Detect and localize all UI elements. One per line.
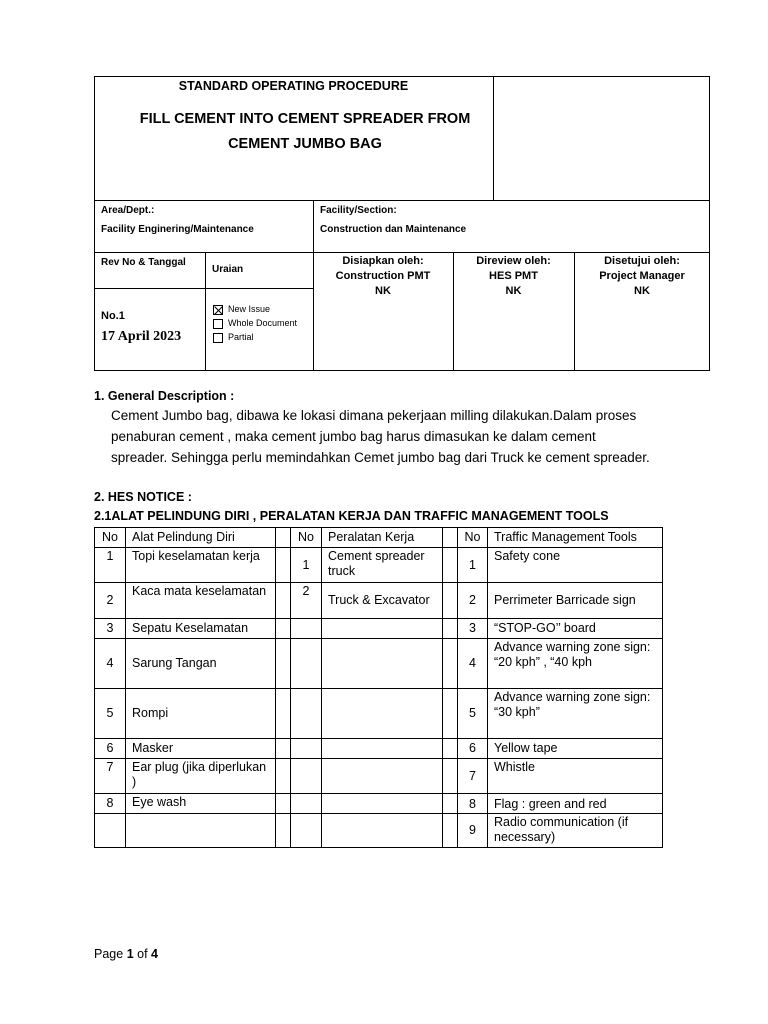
peralatan-item bbox=[322, 639, 443, 689]
prepared-block bbox=[313, 254, 453, 299]
spacer-cell bbox=[276, 619, 291, 639]
apd-item: Rompi bbox=[126, 689, 276, 739]
spacer-cell bbox=[443, 548, 458, 583]
row-number: 1 bbox=[291, 548, 322, 583]
spacer-cell bbox=[443, 739, 458, 759]
rev-number: No.1 bbox=[101, 310, 125, 322]
traffic-item: Advance warning zone sign: “30 kph” bbox=[488, 689, 663, 739]
row-number: 7 bbox=[95, 759, 126, 794]
checkbox-icon bbox=[213, 319, 223, 329]
checked-box-icon bbox=[213, 305, 223, 315]
facility-value: Construction dan Maintenance bbox=[320, 224, 467, 235]
traffic-item: Advance warning zone sign: “20 kph” , “40 kph bbox=[488, 639, 663, 689]
prepared-label: Disiapkan oleh: bbox=[342, 255, 424, 267]
check-whole-document[interactable] bbox=[213, 316, 297, 330]
row-number: 7 bbox=[458, 759, 488, 794]
peralatan-item: Truck & Excavator bbox=[322, 583, 443, 619]
row-number: 4 bbox=[95, 639, 126, 689]
row-number bbox=[291, 619, 322, 639]
spacer-cell bbox=[443, 794, 458, 814]
approved-initials: NK bbox=[634, 285, 650, 297]
check-label: Partial bbox=[228, 332, 254, 342]
row-number bbox=[291, 759, 322, 794]
traffic-item: Flag : green and red bbox=[488, 794, 663, 814]
page-total: 4 bbox=[151, 947, 158, 961]
area-label: Area/Dept.: bbox=[101, 205, 155, 216]
page-current: 1 bbox=[126, 947, 134, 961]
reviewed-initials: NK bbox=[505, 285, 522, 297]
col-header-no: No bbox=[458, 528, 488, 548]
row-number bbox=[95, 814, 126, 848]
rev-date: 17 April 2023 bbox=[101, 329, 182, 344]
hes-notice-heading: 2. HES NOTICE : bbox=[94, 490, 192, 504]
row-number: 5 bbox=[458, 689, 488, 739]
general-description-heading: 1. General Description : bbox=[94, 389, 235, 403]
apd-item: Topi keselamatan kerja bbox=[126, 548, 276, 583]
description-line: penaburan cement , maka cement jumbo bag harus dimasukan ke dalam cement bbox=[111, 429, 596, 444]
spacer-cell bbox=[276, 739, 291, 759]
page-word: Page bbox=[94, 947, 124, 961]
spacer-cell bbox=[443, 639, 458, 689]
document-title-line2: CEMENT JUMBO BAG bbox=[228, 136, 382, 152]
row-number bbox=[291, 794, 322, 814]
traffic-item: Safety cone bbox=[488, 548, 663, 583]
traffic-item: Perrimeter Barricade sign bbox=[488, 583, 663, 619]
apd-item bbox=[126, 814, 276, 848]
peralatan-item bbox=[322, 814, 443, 848]
table-row bbox=[95, 739, 663, 759]
row-number: 6 bbox=[95, 739, 126, 759]
row-number: 3 bbox=[95, 619, 126, 639]
apd-item: Kaca mata keselamatan bbox=[126, 583, 276, 619]
reviewed-label: Direview oleh: bbox=[476, 255, 551, 267]
table-row bbox=[95, 689, 663, 739]
of-word: of bbox=[137, 947, 148, 961]
spacer-cell bbox=[276, 548, 291, 583]
row-number: 8 bbox=[95, 794, 126, 814]
general-description-text bbox=[111, 405, 674, 468]
spacer-cell bbox=[276, 583, 291, 619]
peralatan-item bbox=[322, 619, 443, 639]
peralatan-item bbox=[322, 689, 443, 739]
col-header-apd: Alat Pelindung Diri bbox=[126, 528, 276, 548]
prepared-by: Construction PMT bbox=[335, 270, 431, 282]
spacer-cell bbox=[443, 689, 458, 739]
table-row bbox=[95, 759, 663, 794]
spacer-cell bbox=[276, 794, 291, 814]
row-number: 3 bbox=[458, 619, 488, 639]
checkbox-icon bbox=[213, 333, 223, 343]
spacer-cell bbox=[443, 759, 458, 794]
spacer-cell bbox=[276, 639, 291, 689]
spacer-cell bbox=[443, 814, 458, 848]
spacer-cell bbox=[276, 814, 291, 848]
spacer-cell bbox=[276, 689, 291, 739]
traffic-item: Whistle bbox=[488, 759, 663, 794]
peralatan-item bbox=[322, 794, 443, 814]
row-number: 2 bbox=[458, 583, 488, 619]
peralatan-item: Cement spreader truck bbox=[322, 548, 443, 583]
check-partial[interactable] bbox=[213, 330, 297, 344]
page-footer bbox=[94, 947, 158, 961]
hes-equipment-table bbox=[94, 527, 663, 848]
reviewed-by: HES PMT bbox=[489, 270, 538, 282]
spacer-cell bbox=[443, 583, 458, 619]
row-number bbox=[291, 814, 322, 848]
traffic-item: Yellow tape bbox=[488, 739, 663, 759]
col-header-peralatan: Peralatan Kerja bbox=[322, 528, 443, 548]
uraian-label: Uraian bbox=[212, 264, 244, 275]
rev-divider bbox=[205, 252, 206, 371]
col-header-no: No bbox=[291, 528, 322, 548]
reviewed-block bbox=[453, 254, 574, 299]
spacer-cell bbox=[276, 528, 291, 548]
table-row bbox=[95, 794, 663, 814]
table-row bbox=[95, 583, 663, 619]
row-number: 5 bbox=[95, 689, 126, 739]
approved-label: Disetujui oleh: bbox=[604, 255, 680, 267]
approved-by: Project Manager bbox=[599, 270, 685, 282]
check-label: Whole Document bbox=[228, 318, 298, 328]
row-number: 2 bbox=[95, 583, 126, 619]
row-number: 6 bbox=[458, 739, 488, 759]
peralatan-item bbox=[322, 759, 443, 794]
check-label: New Issue bbox=[228, 304, 271, 314]
facility-label: Facility/Section: bbox=[320, 205, 397, 216]
apd-item: Ear plug (jika diperlukan ) bbox=[126, 759, 276, 794]
row-number: 2 bbox=[291, 583, 322, 619]
check-new-issue[interactable] bbox=[213, 302, 297, 316]
table-row bbox=[95, 619, 663, 639]
row-number: 4 bbox=[458, 639, 488, 689]
peralatan-item bbox=[322, 739, 443, 759]
hes-subheading: 2.1ALAT PELINDUNG DIRI , PERALATAN KERJA DAN TRAFFIC MANAGEMENT TOOLS bbox=[94, 509, 609, 523]
traffic-item: “STOP-GO’’ board bbox=[488, 619, 663, 639]
spacer-cell bbox=[443, 619, 458, 639]
apd-item: Sepatu Keselamatan bbox=[126, 619, 276, 639]
approved-block bbox=[574, 254, 710, 299]
spacer-cell bbox=[443, 528, 458, 548]
row-number bbox=[291, 739, 322, 759]
apd-item: Eye wash bbox=[126, 794, 276, 814]
document-title-line1: FILL CEMENT INTO CEMENT SPREADER FROM bbox=[139, 111, 471, 127]
description-line: Cement Jumbo bag, dibawa ke lokasi dimana pekerjaan milling dilakukan.Dalam proses bbox=[111, 408, 637, 423]
row-number bbox=[291, 639, 322, 689]
rev-row-line bbox=[94, 288, 313, 289]
area-bottom-line bbox=[94, 252, 710, 253]
area-value: Facility Enginering/Maintenance bbox=[101, 224, 254, 235]
apd-item: Masker bbox=[126, 739, 276, 759]
issue-type-checklist bbox=[213, 302, 297, 344]
row-number bbox=[291, 689, 322, 739]
table-row bbox=[95, 639, 663, 689]
prepared-initials: NK bbox=[375, 285, 391, 297]
sop-label: STANDARD OPERATING PROCEDURE bbox=[178, 79, 409, 93]
col-header-no: No bbox=[95, 528, 126, 548]
row-number: 1 bbox=[95, 548, 126, 583]
row-number: 8 bbox=[458, 794, 488, 814]
table-row bbox=[95, 548, 663, 583]
description-line: spreader. Sehingga perlu memindahkan Cemet jumbo bag dari Truck ke cement spreader. bbox=[111, 450, 650, 465]
traffic-item: Radio communication (if necessary) bbox=[488, 814, 663, 848]
col-header-traffic: Traffic Management Tools bbox=[488, 528, 663, 548]
rev-label: Rev No & Tanggal bbox=[101, 257, 186, 268]
spacer-cell bbox=[276, 759, 291, 794]
apd-item: Sarung Tangan bbox=[126, 639, 276, 689]
table-row bbox=[95, 814, 663, 848]
header-bottom-line bbox=[94, 200, 710, 201]
table-header-row bbox=[95, 528, 663, 548]
row-number: 9 bbox=[458, 814, 488, 848]
row-number: 1 bbox=[458, 548, 488, 583]
